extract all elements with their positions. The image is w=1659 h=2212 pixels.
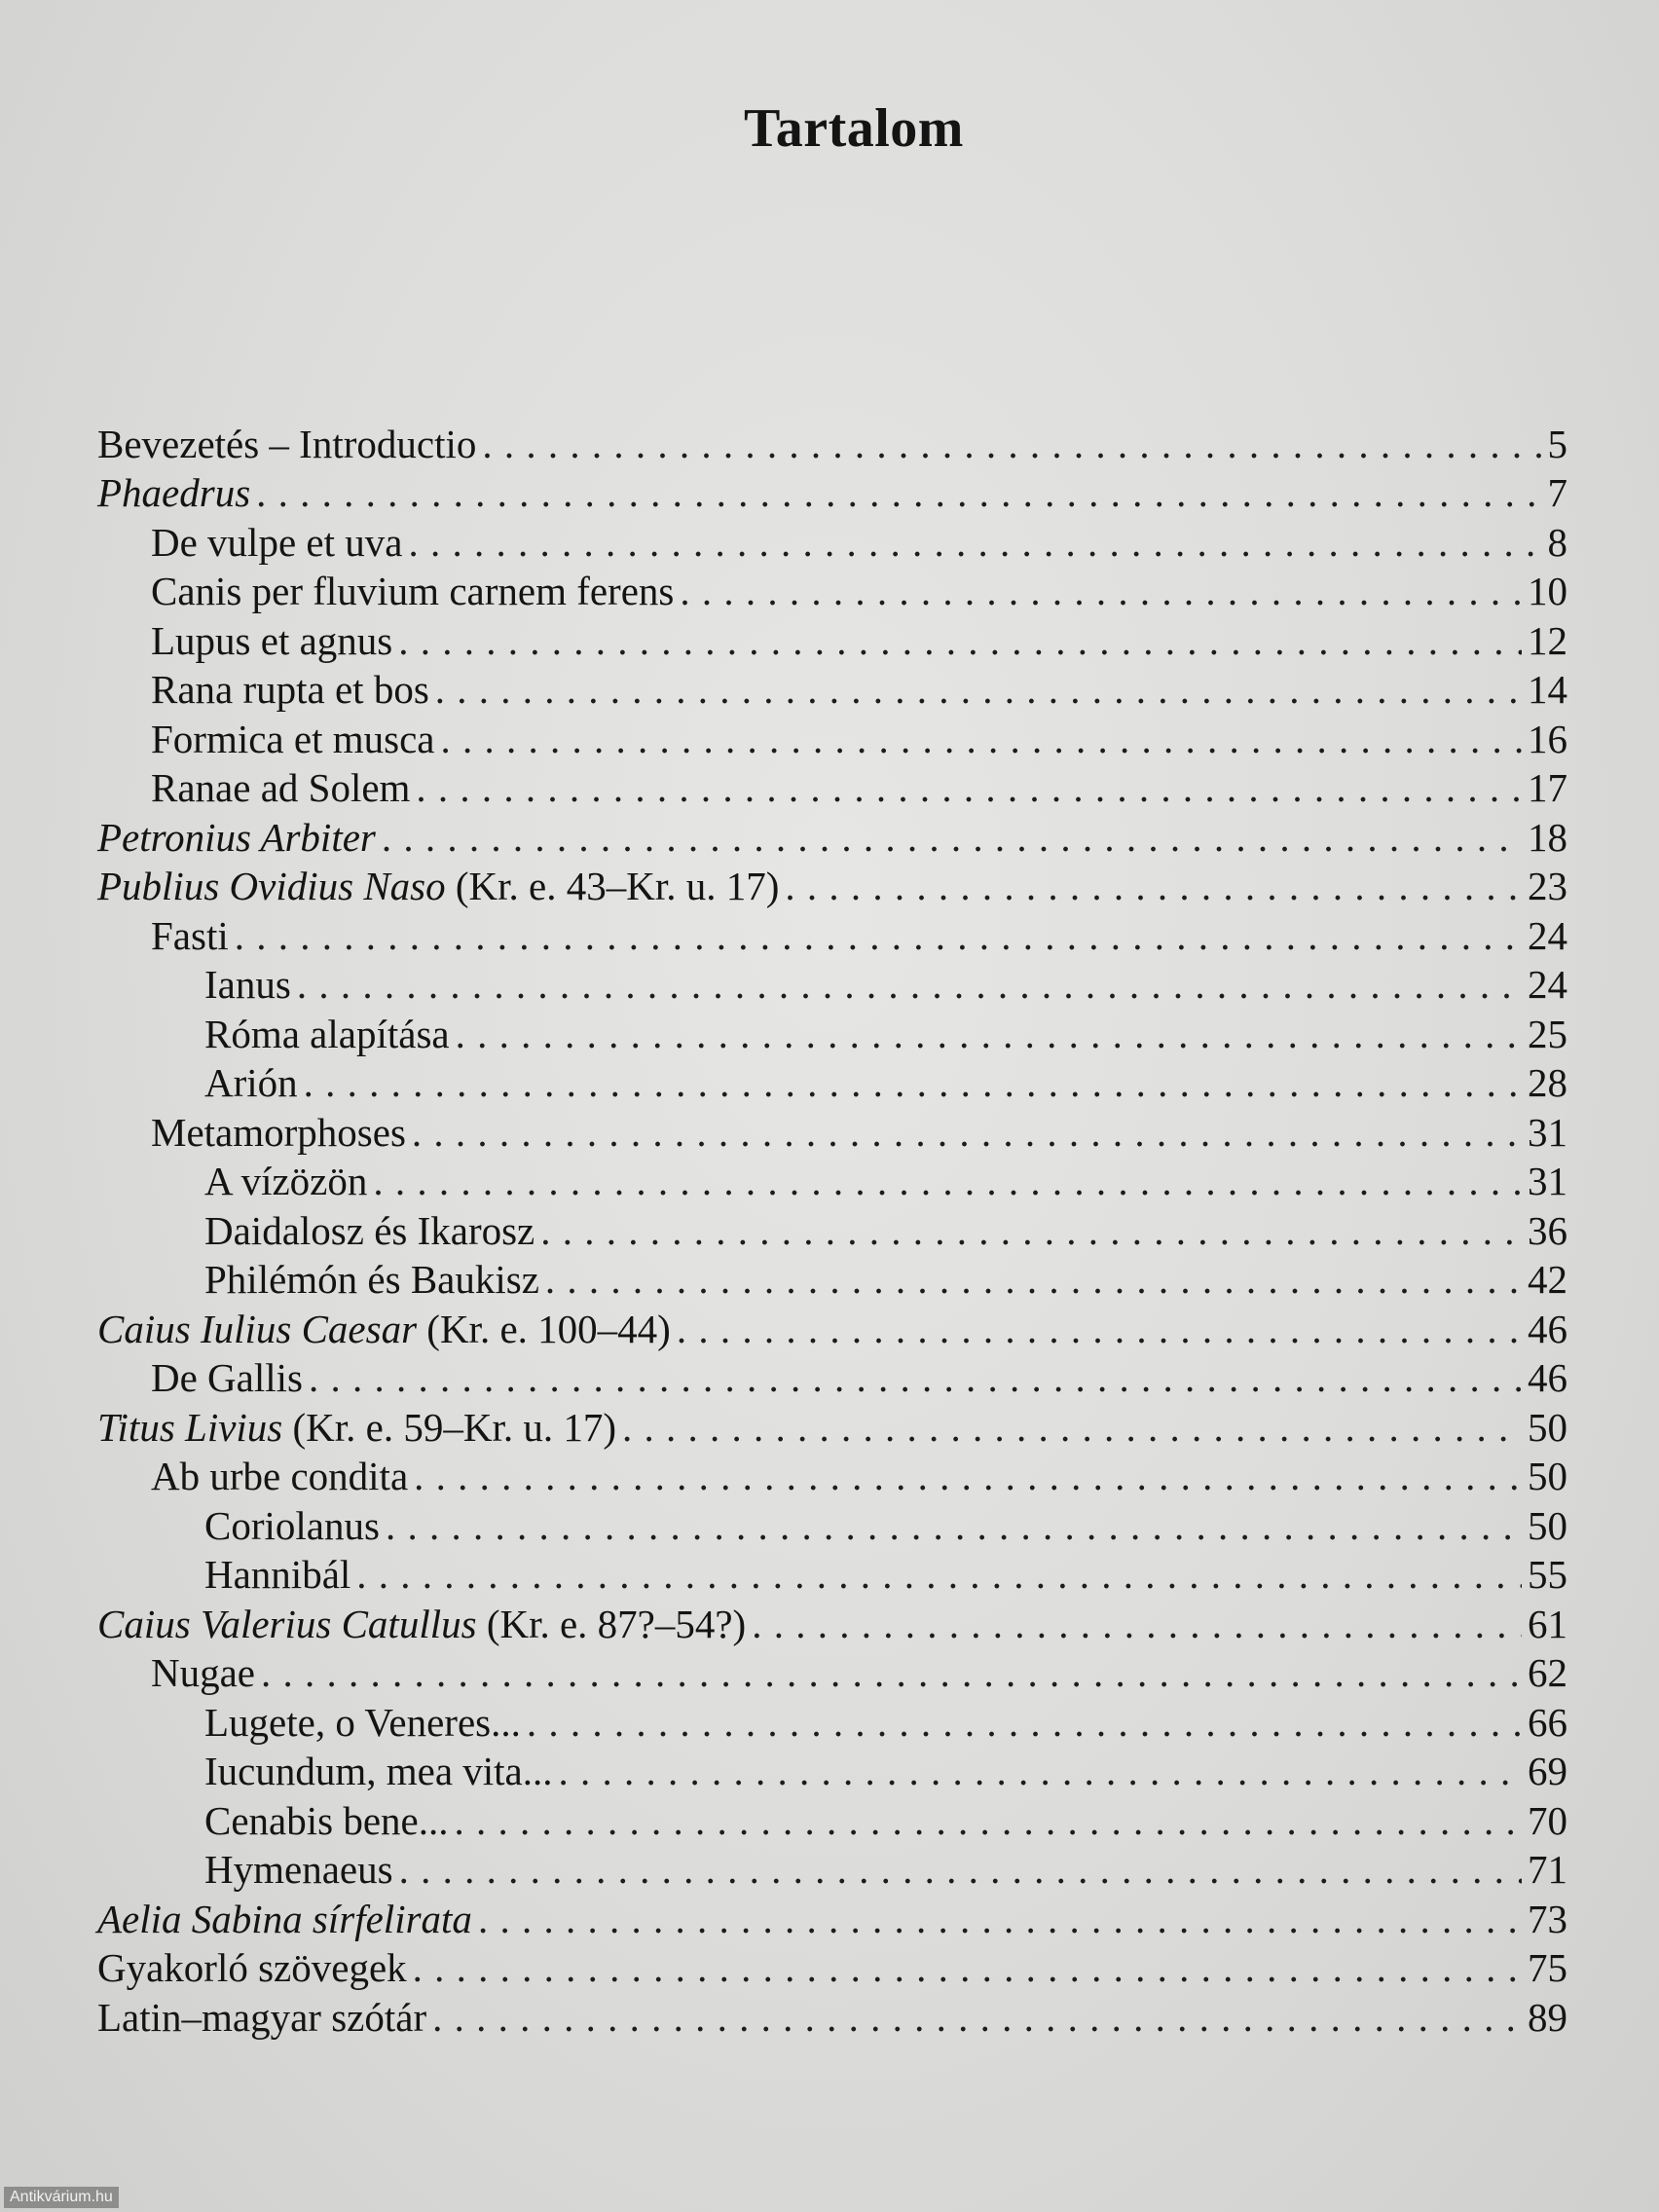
toc-entry-text: Canis per fluvium carnem ferens [151,569,675,613]
toc-entry [97,1894,1567,1943]
toc-entry-page-number: 66 [1528,1699,1567,1745]
toc-entry [97,1845,1567,1895]
toc-entry-author: Publius Ovidius Naso [97,864,446,908]
toc-entry-text: Coriolanus [204,1502,380,1548]
toc-entry-page-number: 62 [1528,1650,1567,1695]
toc-entry [97,1353,1567,1403]
toc-entry-page-number: 55 [1528,1552,1567,1597]
toc-entry [97,1107,1567,1157]
dot-leader [785,862,1522,910]
dot-leader [622,1403,1522,1452]
toc-entry [97,1795,1567,1845]
toc-entry-text: Philémón és Baukisz [204,1257,539,1302]
toc-entry-text: Hannibál [204,1552,351,1597]
toc-entry [97,763,1567,813]
toc-entry-label [151,616,392,665]
toc-entry-page-number: 7 [1547,470,1567,515]
toc-entry [97,567,1567,616]
toc-entry-page-number: 14 [1528,667,1567,712]
toc-entry-text: Hymenaeus [204,1847,393,1892]
dot-leader [413,1943,1522,1992]
toc-entry [97,665,1567,715]
toc-entry-label [97,1943,407,1992]
dot-leader [752,1600,1522,1648]
toc-entry-text: Daidalosz és Ikarosz [204,1207,535,1253]
toc-entry [97,1500,1567,1550]
toc-entry-label [97,1993,426,2042]
toc-entry-text: Rana rupta et bos [151,667,429,712]
toc-entry-page-number: 25 [1528,1011,1567,1056]
toc-entry [97,468,1567,518]
dot-leader [382,813,1522,862]
toc-entry [97,1205,1567,1255]
toc-entry-label [151,1353,303,1402]
dot-leader [304,1058,1522,1107]
toc-entry-author: Caius Valerius Catullus [97,1601,477,1646]
toc-entry-label [204,1747,553,1795]
toc-entry-label [97,1305,671,1353]
toc-entry-label [151,911,229,960]
toc-entry [97,1747,1567,1796]
toc-entry-author: Petronius Arbiter [97,814,376,860]
dot-leader [416,763,1522,812]
toc-entry-label [204,1550,350,1599]
toc-entry-text: Formica et musca [151,716,435,761]
toc-entry-label [204,1157,367,1205]
toc-entry [97,910,1567,960]
table-of-contents [97,419,1567,2042]
toc-entry-text: Cenabis bene... [204,1797,449,1843]
toc-entry-label [151,763,410,812]
toc-entry-page-number: 70 [1528,1797,1567,1843]
toc-entry [97,1304,1567,1353]
dot-leader [478,1895,1522,1943]
toc-entry-text: Lupus et agnus [151,617,393,663]
page-title: Tartalom [744,98,964,159]
dot-leader [435,665,1522,714]
toc-entry-page-number: 71 [1528,1847,1567,1892]
dot-leader [527,1698,1522,1747]
toc-entry-text: Bevezetés – Introductio [97,421,477,466]
toc-entry [97,812,1567,862]
toc-entry-label [97,862,779,910]
toc-entry [97,1992,1567,2042]
toc-entry-page-number: 12 [1528,617,1567,663]
dot-leader [412,1108,1522,1157]
dot-leader [454,1796,1522,1845]
dot-leader [386,1501,1522,1550]
toc-entry-text: Róma alapítása [204,1011,450,1056]
toc-entry-text: A vízözön [204,1159,368,1203]
toc-entry-label [204,1010,450,1058]
toc-entry-author: Phaedrus [97,470,251,515]
toc-entry-label [204,1058,298,1107]
toc-entry [97,1697,1567,1747]
dot-leader [414,1452,1522,1500]
toc-entry-label [151,665,429,714]
toc-entry-page-number: 8 [1547,519,1567,565]
dot-leader [398,616,1522,665]
watermark: Antikvárium.hu [4,2187,119,2208]
dot-leader [235,911,1522,960]
toc-entry-text: Lugete, o Veneres... [204,1699,521,1745]
toc-entry-label [151,715,434,763]
toc-entry-label [97,420,476,468]
dot-leader [356,1550,1522,1599]
toc-entry-text: (Kr. e. 87?–54?) [476,1601,747,1646]
toc-entry-label [204,960,291,1009]
toc-entry-label [204,1501,380,1550]
toc-entry-page-number: 18 [1528,814,1567,860]
toc-entry-text: Ab urbe condita [151,1454,409,1498]
toc-entry-label [97,1895,472,1943]
toc-entry-page-number: 50 [1528,1502,1567,1548]
dot-leader [545,1255,1522,1304]
toc-entry-label [151,518,402,567]
toc-entry-text: Iucundum, mea vita... [204,1749,553,1793]
toc-entry-text: Ianus [204,962,291,1007]
toc-entry-label [151,1108,406,1157]
dot-leader [297,960,1522,1009]
toc-entry-page-number: 89 [1528,1994,1567,2040]
dot-leader [680,567,1522,615]
toc-entry-page-number: 28 [1528,1060,1567,1105]
toc-entry [97,1255,1567,1305]
toc-entry-label [97,1403,616,1452]
toc-entry-label [204,1796,448,1845]
dot-leader [440,715,1522,763]
dot-leader [309,1353,1522,1402]
toc-entry [97,1599,1567,1648]
dot-leader [408,518,1541,567]
toc-entry-text: Fasti [151,912,229,958]
toc-entry-page-number: 24 [1528,962,1567,1007]
toc-entry [97,862,1567,911]
toc-entry-label [97,813,376,862]
toc-entry-page-number: 69 [1528,1749,1567,1793]
toc-entry [97,1648,1567,1698]
toc-entry-page-number: 46 [1528,1306,1567,1351]
toc-entry [97,1157,1567,1206]
dot-leader [540,1206,1522,1255]
toc-entry-page-number: 10 [1528,569,1567,613]
toc-entry-author: Caius Iulius Caesar [97,1306,418,1351]
toc-entry-text: De Gallis [151,1355,303,1400]
toc-entry-label [151,567,674,615]
dot-leader [559,1747,1522,1795]
dot-leader [256,468,1541,517]
toc-entry [97,1058,1567,1108]
toc-entry-text: De vulpe et uva [151,519,403,565]
dot-leader [373,1157,1522,1205]
toc-entry-text: Nugae [151,1650,256,1695]
toc-entry [97,1943,1567,1993]
toc-entry-label [204,1845,393,1894]
toc-entry-page-number: 17 [1528,765,1567,810]
toc-entry [97,1452,1567,1501]
toc-entry-page-number: 23 [1528,864,1567,908]
dot-leader [261,1648,1522,1697]
toc-entry-author: Titus Livius [97,1404,283,1450]
toc-entry [97,419,1567,468]
dot-leader [482,420,1541,468]
toc-entry-label [204,1206,535,1255]
toc-entry-page-number: 16 [1528,716,1567,761]
toc-entry-page-number: 36 [1528,1207,1567,1253]
toc-entry-page-number: 46 [1528,1355,1567,1400]
toc-entry-page-number: 73 [1528,1896,1567,1941]
toc-entry-page-number: 5 [1547,421,1567,466]
toc-entry-text: (Kr. e. 100–44) [417,1306,671,1351]
toc-entry-text: Metamorphoses [151,1109,406,1155]
dot-leader [432,1993,1522,2042]
toc-entry [97,1009,1567,1058]
toc-entry-page-number: 61 [1528,1601,1567,1646]
toc-entry-text: (Kr. e. 59–Kr. u. 17) [282,1404,617,1450]
toc-entry-text: Latin–magyar szótár [97,1994,427,2040]
dot-leader [399,1845,1522,1894]
toc-entry-page-number: 50 [1528,1454,1567,1498]
toc-entry-text: Ranae ad Solem [151,765,411,810]
toc-entry-label [204,1698,521,1747]
toc-entry-label [97,1600,746,1648]
toc-entry-label [97,468,250,517]
toc-entry-label [151,1452,408,1500]
dot-leader [456,1010,1522,1058]
toc-entry [97,517,1567,567]
toc-entry-page-number: 50 [1528,1404,1567,1450]
toc-entry-text: Gyakorló szövegek [97,1945,407,1990]
toc-entry-label [204,1255,539,1304]
toc-entry-page-number: 75 [1528,1945,1567,1990]
toc-entry-text: Arión [204,1060,298,1105]
toc-entry [97,960,1567,1010]
toc-entry-page-number: 31 [1528,1109,1567,1155]
dot-leader [677,1305,1522,1353]
toc-entry [97,1402,1567,1452]
toc-entry [97,714,1567,763]
toc-entry-page-number: 24 [1528,912,1567,958]
toc-entry-page-number: 42 [1528,1257,1567,1302]
toc-entry [97,615,1567,665]
toc-entry-page-number: 31 [1528,1159,1567,1203]
toc-entry-text: (Kr. e. 43–Kr. u. 17) [445,864,780,908]
toc-entry [97,1550,1567,1600]
toc-entry-label [151,1648,255,1697]
toc-entry-author: Aelia Sabina sírfelirata [97,1896,472,1941]
